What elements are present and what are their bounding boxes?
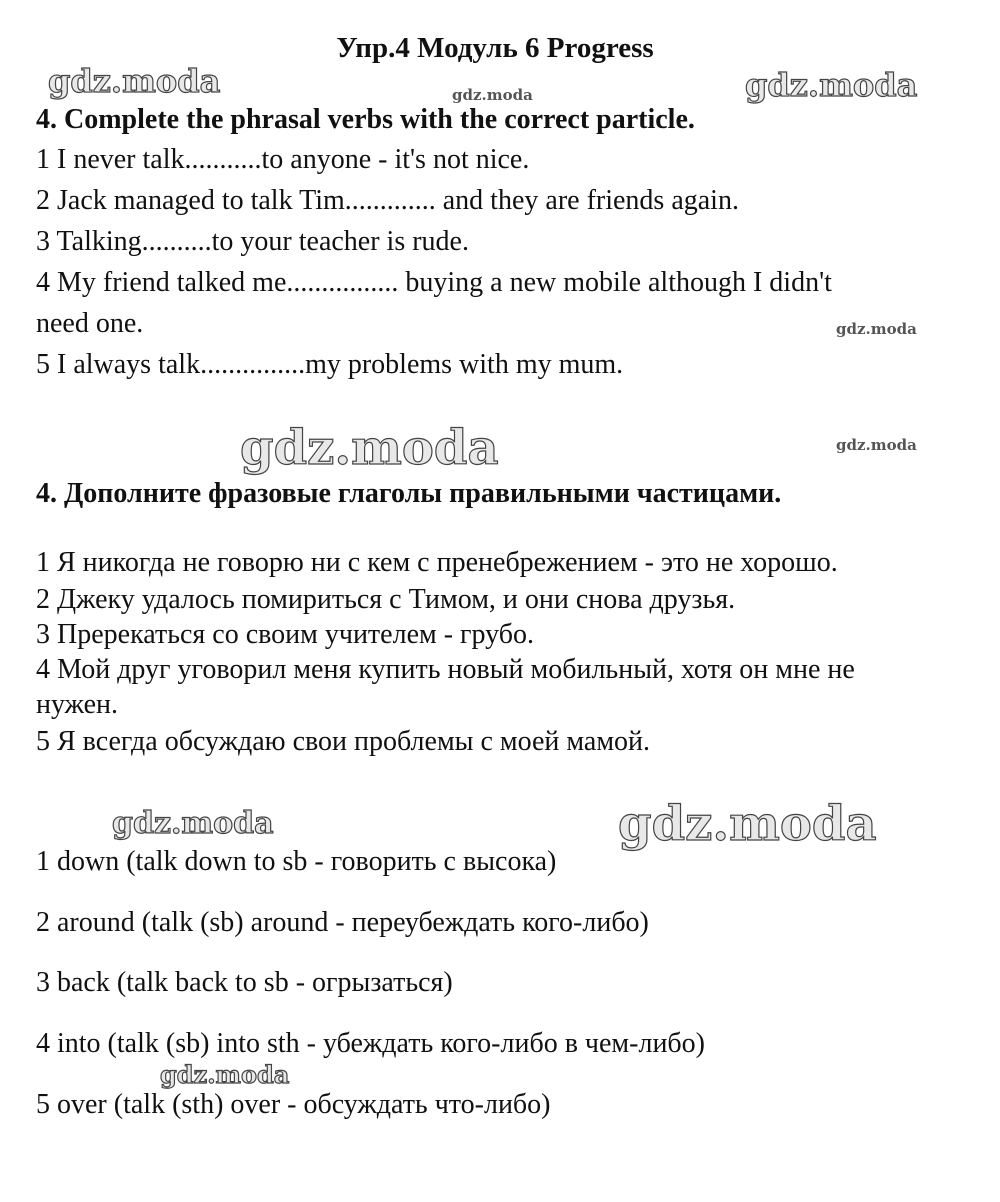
translation-line: 4 Мой друг уговорил меня купить новый мобильный, хотя он мне не (36, 654, 855, 685)
translation-line: 2 Джеку удалось помириться с Тимом, и они снова друзья. (36, 584, 736, 615)
answer-line: 2 around (talk (sb) around - переубеждать кого-либо) (36, 907, 649, 938)
translation-line: 3 Пререкаться со своим учителем - грубо. (36, 619, 535, 650)
watermark: gdz.moda (112, 806, 274, 841)
exercise-line: 3 Talking..........to your teacher is rude. (36, 226, 469, 257)
watermark: gdz.moda (240, 420, 499, 476)
exercise-line: 1 I never talk...........to anyone - it's not nice. (36, 144, 530, 175)
exercise-line: 5 I always talk...............my problems with my mum. (36, 349, 624, 380)
answer-line: 1 down (talk down to sb - говорить с высока) (36, 846, 557, 877)
exercise-line: 2 Jack managed to talk Tim............. and they are friends again. (36, 185, 739, 216)
watermark: gdz.moda (618, 796, 877, 852)
exercise-line: need one. (36, 308, 144, 339)
exercise-line: 4 My friend talked me................ buying a new mobile although I didn't (36, 267, 832, 298)
page-title: Упр.4 Модуль 6 Progress (336, 32, 654, 64)
watermark: gdz.moda (452, 86, 533, 104)
watermark: gdz.moda (160, 1060, 290, 1089)
watermark: gdz.moda (745, 66, 918, 104)
translation-line: 5 Я всегда обсуждаю свои проблемы с моей мамой. (36, 726, 651, 757)
exercise-heading-english: 4. Complete the phrasal verbs with the correct particle. (36, 104, 695, 135)
answer-line: 4 into (talk (sb) into sth - убеждать кого-либо в чем-либо) (36, 1028, 706, 1059)
translation-line: 1 Я никогда не говорю ни с кем с пренебрежением - это не хорошо. (36, 547, 838, 578)
answer-line: 5 over (talk (sth) over - обсуждать что-либо) (36, 1089, 551, 1120)
answer-line: 3 back (talk back to sb - огрызаться) (36, 967, 453, 998)
exercise-heading-russian: 4. Дополните фразовые глаголы правильными частицами. (36, 478, 782, 509)
watermark: gdz.moda (836, 436, 917, 454)
translation-line: нужен. (36, 689, 119, 720)
watermark: gdz.moda (48, 62, 221, 100)
watermark: gdz.moda (836, 320, 917, 338)
